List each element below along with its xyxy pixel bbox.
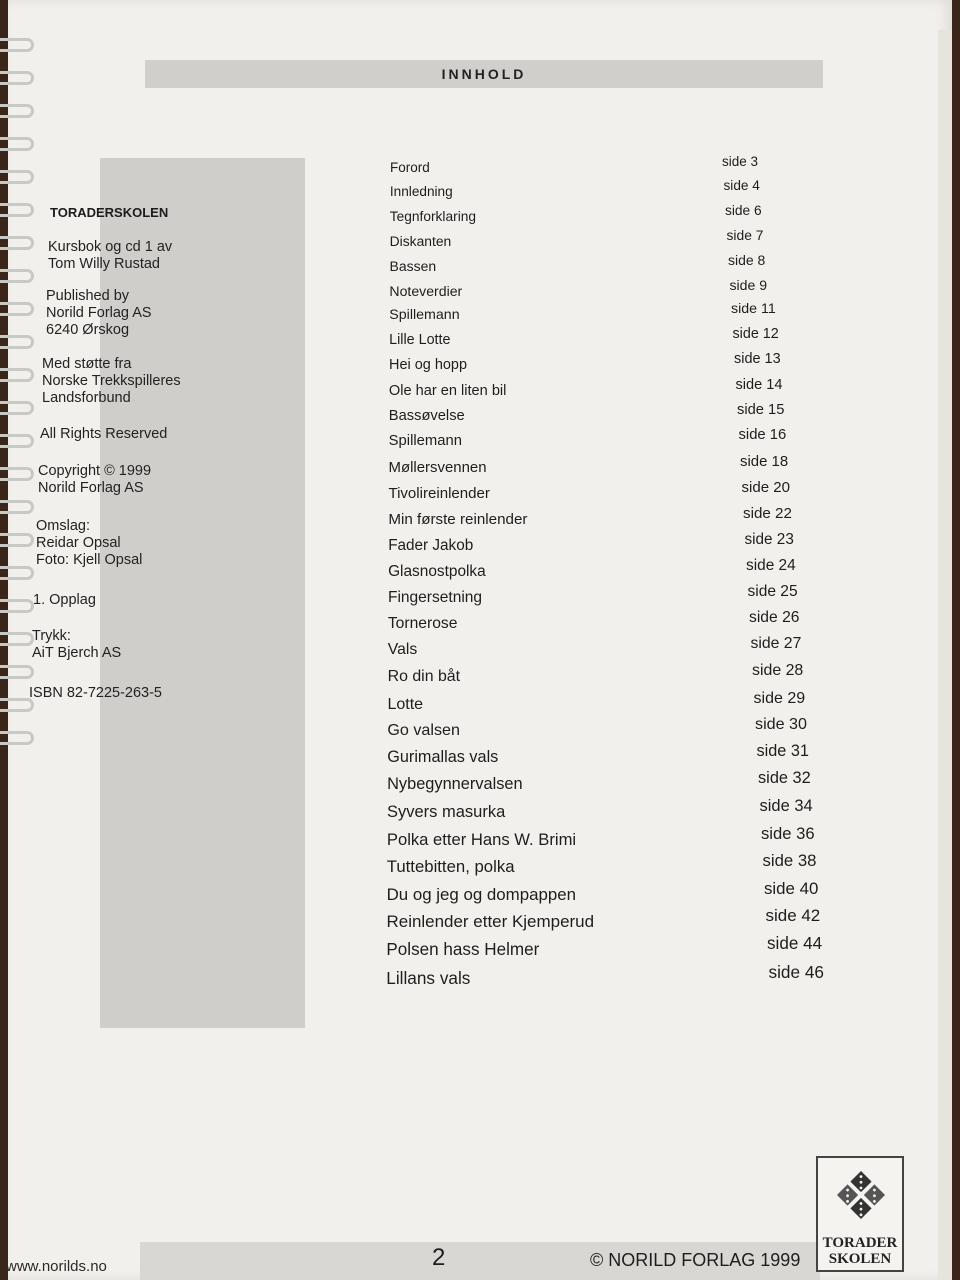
- sidebar-cover: Omslag: Reidar Opsal Foto: Kjell Opsal: [36, 518, 143, 568]
- spiral-coil: [0, 665, 34, 679]
- toc-entry-title: Diskanten: [389, 233, 452, 250]
- toc-entry-page: side 36: [761, 823, 815, 843]
- toc-entry-page: side 9: [729, 276, 768, 293]
- header-band: [145, 60, 823, 88]
- toc-entry-page: side 20: [741, 478, 791, 496]
- toc-entry-title: Innledning: [389, 184, 453, 200]
- toc-entry-page: side 22: [743, 504, 792, 522]
- toc-entry-title: Tornerose: [387, 615, 458, 633]
- page-number: 2: [432, 1244, 446, 1271]
- page-edge: [938, 30, 952, 1280]
- spiral-coil: [0, 533, 34, 547]
- toc-entry-page: side 46: [768, 961, 824, 982]
- toc-entry-title: Lille Lotte: [389, 332, 451, 349]
- toc-entry-title: Gurimallas vals: [387, 748, 499, 767]
- sidebar-rights: All Rights Reserved: [40, 426, 168, 442]
- toc-entry-page: side 44: [767, 934, 823, 953]
- toc-entry-title: Du og jeg og dompappen: [386, 884, 576, 904]
- toc-entry-title: Glasnostpolka: [388, 562, 486, 580]
- spiral-coil: [0, 236, 34, 250]
- toc-entry-title: Fader Jakob: [388, 536, 474, 554]
- toc-entry-title: Min første reinlender: [388, 510, 528, 528]
- toc-entry-page: side 18: [740, 453, 789, 471]
- logo-text-line1: TORADER: [822, 1235, 898, 1251]
- toc-entry-title: Tegnforklaring: [389, 208, 477, 224]
- toc-entry-page: side 40: [764, 878, 819, 898]
- toc-entry-title: Tivolireinlender: [388, 484, 490, 502]
- spiral-coil: [0, 335, 34, 349]
- toraderskolen-logo: [816, 1156, 904, 1272]
- toc-entry-page: side 12: [732, 326, 779, 343]
- toc-entry-page: side 30: [755, 715, 807, 734]
- page-title: INNHOLD: [441, 66, 527, 82]
- toc-entry-title: Forord: [390, 160, 430, 175]
- toc-entry-page: side 24: [746, 556, 796, 574]
- toc-entry-title: Spillemann: [388, 433, 462, 450]
- spiral-coil: [0, 170, 34, 184]
- toc-entry-title: Tuttebitten, polka: [386, 857, 515, 877]
- toc-entry-page: side 28: [752, 662, 804, 679]
- toc-entry-title: Lillans vals: [386, 967, 471, 988]
- toc-entry-page: side 27: [750, 635, 802, 653]
- toc-entry-page: side 38: [762, 851, 817, 871]
- spiral-coil: [0, 500, 34, 514]
- toc-entry-title: Polka etter Hans W. Brimi: [386, 829, 577, 849]
- sidebar-edition: 1. Opplag: [33, 592, 96, 608]
- footer-copyright: © NORILD FORLAG 1999: [590, 1250, 801, 1270]
- toc-entry-title: Vals: [387, 641, 418, 659]
- spiral-coil: [0, 401, 34, 415]
- toc-entry-title: Syvers masurka: [387, 802, 506, 821]
- toc-entry-title: Noteverdier: [389, 282, 463, 299]
- toc-entry-title: Ole har en liten bil: [388, 382, 507, 399]
- sidebar-publisher: Published by Norild Forlag AS 6240 Ørskog: [46, 288, 152, 338]
- sidebar-print: Trykk: AiT Bjerch AS: [32, 628, 122, 661]
- toc-entry-title: Nybegynnervalsen: [387, 775, 523, 794]
- toc-entry-page: side 16: [738, 427, 787, 444]
- toc-entry-page: side 3: [722, 154, 759, 169]
- spiral-coil: [0, 137, 34, 151]
- toc-entry-title: Ro din båt: [387, 668, 461, 685]
- toc-entry-page: side 29: [753, 688, 806, 707]
- spiral-coil: [0, 71, 34, 85]
- toc-entry-title: Hei og hopp: [389, 357, 467, 374]
- toc-entry-title: Bassøvelse: [388, 408, 465, 424]
- toc-entry-page: side 6: [725, 202, 762, 218]
- spiral-coil: [0, 104, 34, 118]
- accordion-keys-icon: [830, 1164, 892, 1226]
- toc-entry-page: side 23: [744, 530, 794, 548]
- toc-entry-page: side 11: [731, 301, 776, 318]
- toc-entry-title: Fingersetning: [387, 588, 483, 606]
- toc-entry-page: side 8: [728, 251, 766, 268]
- toc-entry-title: Go valsen: [387, 721, 460, 740]
- sidebar-support: Med støtte fra Norske Trekkspilleres Landsforbund: [42, 356, 181, 406]
- toc-entry-title: Reinlender etter Kjemperud: [386, 912, 595, 932]
- toc-entry-page: side 7: [726, 227, 764, 244]
- spiral-coil: [0, 599, 34, 613]
- toc-entry-title: Møllersvennen: [388, 459, 487, 477]
- spiral-coil: [0, 566, 34, 580]
- toc-entry-page: side 13: [734, 351, 781, 368]
- spiral-coil: [0, 203, 34, 217]
- spiral-coil: [0, 632, 34, 646]
- toc-entry-page: side 14: [735, 376, 783, 393]
- toc-entry-page: side 32: [758, 769, 811, 788]
- spiral-coil: [0, 467, 34, 481]
- sidebar-copyright: Copyright © 1999 Norild Forlag AS: [38, 463, 152, 496]
- toc-entry-page: side 42: [765, 906, 821, 926]
- spiral-coil: [0, 38, 34, 52]
- logo-text-line2: SKOLEN: [828, 1251, 892, 1267]
- spiral-coil: [0, 731, 34, 745]
- toc-entry-page: side 26: [749, 609, 800, 627]
- toc-entry-title: Spillemann: [389, 307, 460, 324]
- spiral-coil: [0, 302, 34, 316]
- sidebar-course-info: Kursbok og cd 1 av Tom Willy Rustad: [48, 239, 173, 272]
- sidebar-title: TORADERSKOLEN: [50, 205, 169, 220]
- spiral-coil: [0, 269, 34, 283]
- toc-entry-page: side 25: [747, 582, 798, 600]
- toc-entry-page: side 34: [759, 796, 813, 815]
- spiral-coil: [0, 434, 34, 448]
- toc-entry-page: side 4: [723, 178, 760, 194]
- toc-entry-page: side 15: [737, 402, 785, 418]
- toc-entry-page: side 31: [756, 742, 809, 761]
- toc-entry-title: Bassen: [389, 257, 437, 274]
- toc-entry-title: Lotte: [387, 694, 424, 713]
- footer-url: www.norilds.no: [6, 1258, 107, 1275]
- toc-entry-title: Polsen hass Helmer: [386, 940, 540, 959]
- sidebar-isbn: ISBN 82-7225-263-5: [29, 685, 162, 701]
- spiral-coil: [0, 368, 34, 382]
